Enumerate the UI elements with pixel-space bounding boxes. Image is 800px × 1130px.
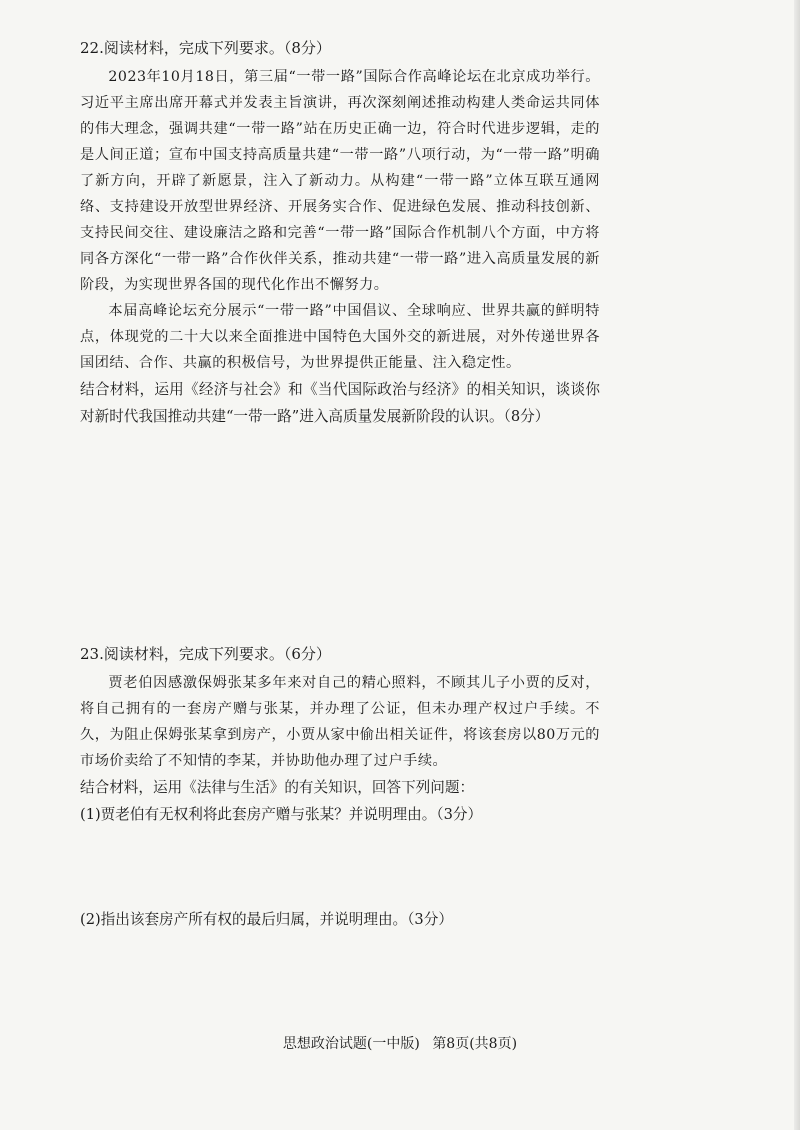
footer-page-number: 第8页(共8页) bbox=[432, 1036, 518, 1052]
question-22-requirement: 结合材料，运用《经济与社会》和《当代国际政治与经济》的相关知识，谈谈你对新时代我国推动共建“一带一路”进入高质量发展新阶段的认识。（8分） bbox=[80, 381, 600, 425]
question-23 bbox=[80, 644, 600, 933]
footer-subject: 思想政治试题(一中版) bbox=[282, 1036, 420, 1052]
question-22-material-paragraph-2: 本届高峰论坛充分展示“一带一路”中国倡议、全球响应、世界共赢的鲜明特点，体现党的二十大以来全面推进中国特色大国外交的新进展，对外传递世界各国团结、合作、共赢的积极信号，为世界提供正能量、注入稳定性。 bbox=[80, 303, 600, 371]
page-footer bbox=[0, 1033, 800, 1053]
question-23-requirement: 结合材料，运用《法律与生活》的有关知识，回答下列问题： bbox=[80, 779, 475, 796]
question-22-title: 22.阅读材料，完成下列要求。（8分） bbox=[80, 39, 331, 57]
answer-space-1 bbox=[80, 828, 600, 906]
question-22 bbox=[80, 38, 600, 430]
question-22-material-paragraph-1: 2023年10月18日，第三届“一带一路”国际合作高峰论坛在北京成功举行。习近平主席出席开幕式并发表主旨演讲，再次深刻阐述推动构建人类命运共同体的伟大理念，强调共建“一带一路”站在历史正确一边，符合时代进步逻辑，走的是人间正道；宣布中国支持高质量共建“一带一路”八项行动，为“一带一路”明确了新方向，开辟了新愿景，注入了新动力。从构建“一带一路”立体互联互通网络、支持建设开放型世界经济、开展务实合作、促进绿色发展、推动科技创新、支持民间交往、建设廉洁之路和完善“一带一路”国际合作机制八个方面，中方将同各方深化“一带一路”合作伙伴关系，推动共建“一带一路”进入高质量发展的新阶段，为实现世界各国的现代化作出不懈努力。 bbox=[80, 69, 600, 293]
question-23-sub-question-1: (1)贾老伯有无权利将此套房产赠与张某？并说明理由。（3分） bbox=[80, 806, 483, 823]
scan-edge-shadow bbox=[794, 0, 800, 1130]
question-23-sub-question-2: (2)指出该套房产所有权的最后归属，并说明理由。（3分） bbox=[80, 911, 453, 928]
question-23-material-paragraph: 贾老伯因感激保姆张某多年来对自己的精心照料，不顾其儿子小贾的反对，将自己拥有的一套房产赠与张某，并办理了公证，但未办理产权过户手续。不久，为阻止保姆张某拿到房产，小贾从家中偷出相关证件，将该套房以80万元的市场价卖给了不知情的李某，并协助他办理了过户手续。 bbox=[80, 675, 600, 769]
question-23-title: 23.阅读材料，完成下列要求。（6分） bbox=[80, 645, 331, 663]
